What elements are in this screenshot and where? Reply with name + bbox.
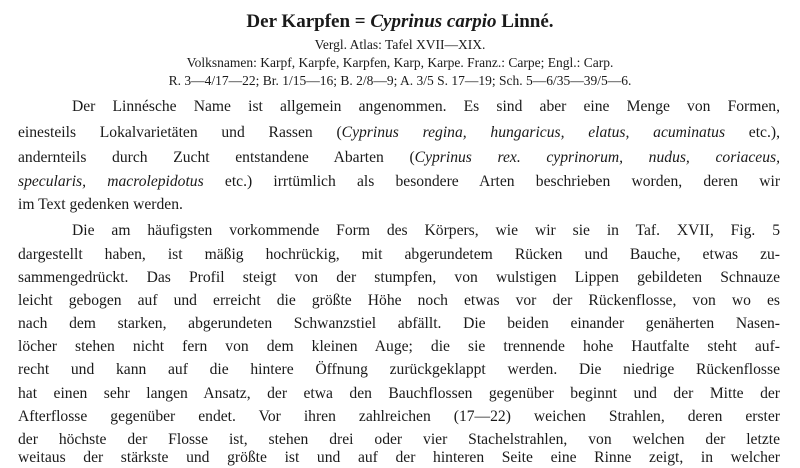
paragraph-2-line-10: der höchste der Flosse ist, stehen drei oder vier Stachelstrahlen, von welchen der letzte <box>18 431 780 448</box>
fin-scale-formula: R. 3—4/17—22; Br. 1/15—16; B. 2/8—9; A. 3/5 S. 17—19; Sch. 5—6/35—39/5—6. <box>168 73 632 88</box>
paragraph-2-line-2: dargestellt haben, ist mäßig hochrückig, mit abgerundetem Rücken und Bauche, etwas zu- <box>18 246 780 263</box>
text-run: etc.), <box>725 124 780 141</box>
latin-names: Cyprinus rex. cyprinorum, nudus, coriaceus, <box>414 149 780 166</box>
title-prefix: Der Karpfen = <box>246 11 371 32</box>
paragraph-1-line-5: im Text gedenken werden. <box>18 196 183 213</box>
paragraph-2-line-9: Afterflosse gegenüber endet. Vor ihren zahlreichen (17—22) weichen Strahlen, deren erster <box>18 408 780 425</box>
paragraph-2-line-6: löcher stehen nicht fern von dem kleinen Auge; die sie trennende hohe Hautfalte steht auf- <box>18 338 780 355</box>
paragraph-1-line-2 <box>18 123 780 143</box>
paragraph-1-line-1: Der Linnésche Name ist allgemein angenommen. Es sind aber eine Menge von Formen, <box>72 98 780 115</box>
latin-names: Cyprinus regina, hungaricus, elatus, acuminatus <box>341 124 726 141</box>
paragraph-1-line-4 <box>18 172 780 192</box>
paragraph-2-line-1: Die am häufigsten vorkommende Form des Körpers, wie wir sie in Taf. XVII, Fig. 5 <box>72 222 780 239</box>
paragraph-2-line-3: sammengedrückt. Das Profil steigt von der stumpfen, von wulstigen Lippen gebildeten Schnauze <box>18 269 780 286</box>
paragraph-2-line-8: hat einen sehr langen Ansatz, der etwa den Bauchflossen gegenüber beginnt und der Mitte der <box>18 385 780 402</box>
atlas-reference: Vergl. Atlas: Tafel XVII—XIX. <box>314 37 486 52</box>
paragraph-2-line-11: weitaus der stärkste und größte ist und auf der hinteren Seite eine Rinne zeigt, in welcher <box>18 449 780 466</box>
paragraph-2-line-7: recht und kann auf die hintere Öffnung zurückgeklappt werden. Die niedrige Rückenflosse <box>18 361 780 378</box>
text-run: etc.) irrtümlich als besondere Arten beschrieben worden, deren wir <box>203 173 781 190</box>
common-names: Volksnamen: Karpf, Karpfe, Karpfen, Karp, Karpe. Franz.: Carpe; Engl.: Carp. <box>186 55 614 70</box>
paragraph-2-line-4: leicht gebogen auf und erreicht die größte Höhe noch etwas vor der Rückenflosse, von wo es <box>18 292 780 309</box>
latin-names: specularis, macrolepidotus <box>18 173 204 190</box>
text-run: einesteils Lokalvarietäten und Rassen ( <box>18 124 342 141</box>
text-run: andernteils durch Zucht entstandene Abarten ( <box>18 149 415 166</box>
title-suffix: Linné. <box>496 11 554 32</box>
paragraph-1-line-3 <box>18 148 780 168</box>
page-title <box>0 10 800 34</box>
paragraph-2-line-5: nach dem starken, abgerundeten Schwanzstiel abfällt. Die beiden einander genäherten Nasen- <box>18 315 780 332</box>
title-latin-name: Cyprinus carpio <box>370 11 497 32</box>
